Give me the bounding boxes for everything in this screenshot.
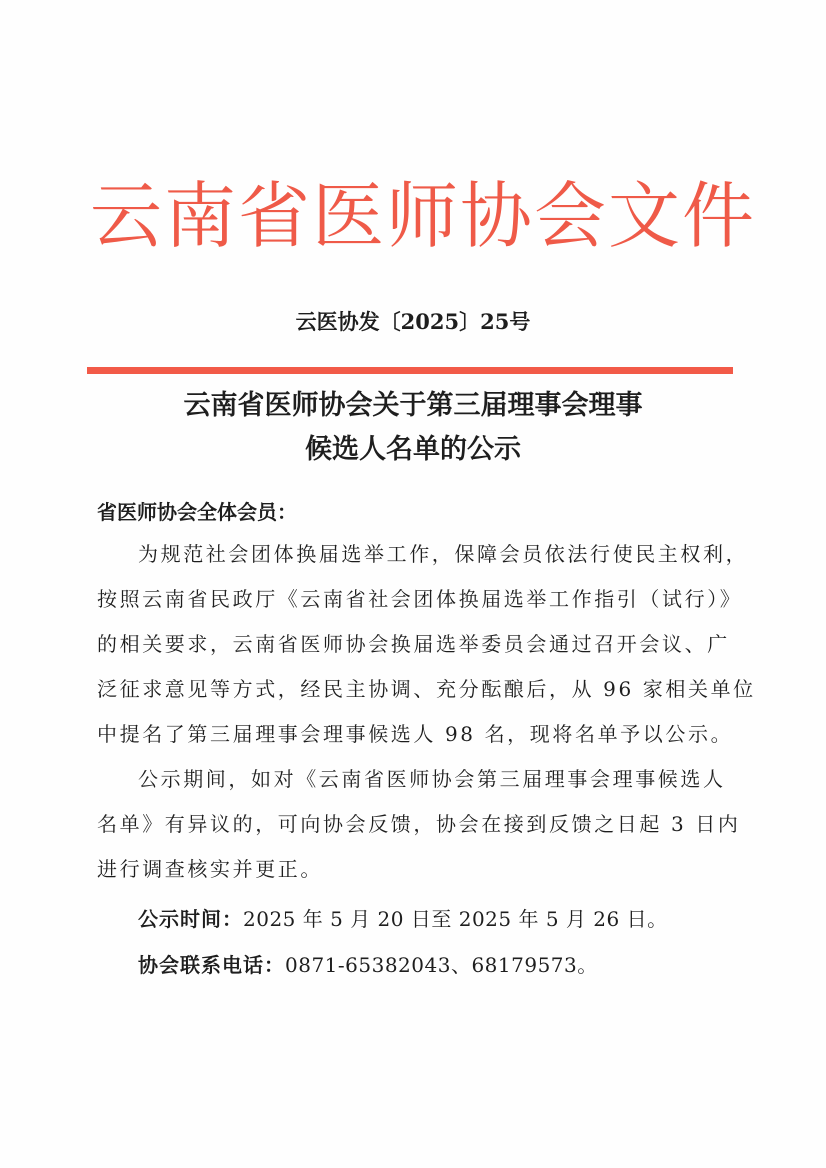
- paragraph-line: 的相关要求，云南省医师协会换届选举委员会通过召开会议、广: [97, 632, 730, 656]
- contact-phone: [97, 942, 737, 988]
- notice-title: [80, 384, 746, 472]
- notice-title-line-1: 云南省医师协会关于第三届理事会理事: [183, 390, 643, 421]
- contact-phone-label: 协会联系电话：: [138, 953, 285, 977]
- notice-body: [97, 532, 756, 988]
- salutation: 省医师协会全体会员：: [97, 500, 297, 524]
- masthead-title: 云南省医师协会文件: [90, 174, 757, 258]
- document-number: 云医协发〔2025〕25号: [295, 309, 531, 334]
- publicity-period-value: 2025 年 5 月 20 日至 2025 年 5 月 26 日。: [243, 907, 668, 931]
- notice-title-line-2: 候选人名单的公示: [305, 434, 521, 465]
- paragraph-1: [97, 532, 756, 757]
- paragraph-line: 为规范社会团体换届选举工作，保障会员依法行使民主权利，: [138, 542, 749, 566]
- paragraph-line: 名单》有异议的，可向协会反馈，协会在接到反馈之日起 3 日内: [97, 812, 741, 836]
- paragraph-line: 中提名了第三届理事会理事候选人 98 名，现将名单予以公示。: [97, 722, 734, 746]
- paragraph-line: 按照云南省民政厅《云南省社会团体换届选举工作指引（试行）》: [97, 587, 743, 611]
- publicity-period: [97, 896, 737, 942]
- paragraph-line: 泛征求意见等方式，经民主协调、充分酝酿后，从 96 家相关单位: [97, 677, 756, 701]
- paragraph-2: [97, 757, 741, 892]
- paragraph-line: 公示期间，如对《云南省医师协会第三届理事会理事候选人: [138, 767, 726, 791]
- contact-phone-value: 0871-65382043、68179573。: [285, 953, 598, 977]
- paragraph-line: 进行调查核实并更正。: [97, 857, 323, 881]
- publicity-period-label: 公示时间：: [138, 907, 243, 931]
- red-divider-rule: [87, 367, 733, 374]
